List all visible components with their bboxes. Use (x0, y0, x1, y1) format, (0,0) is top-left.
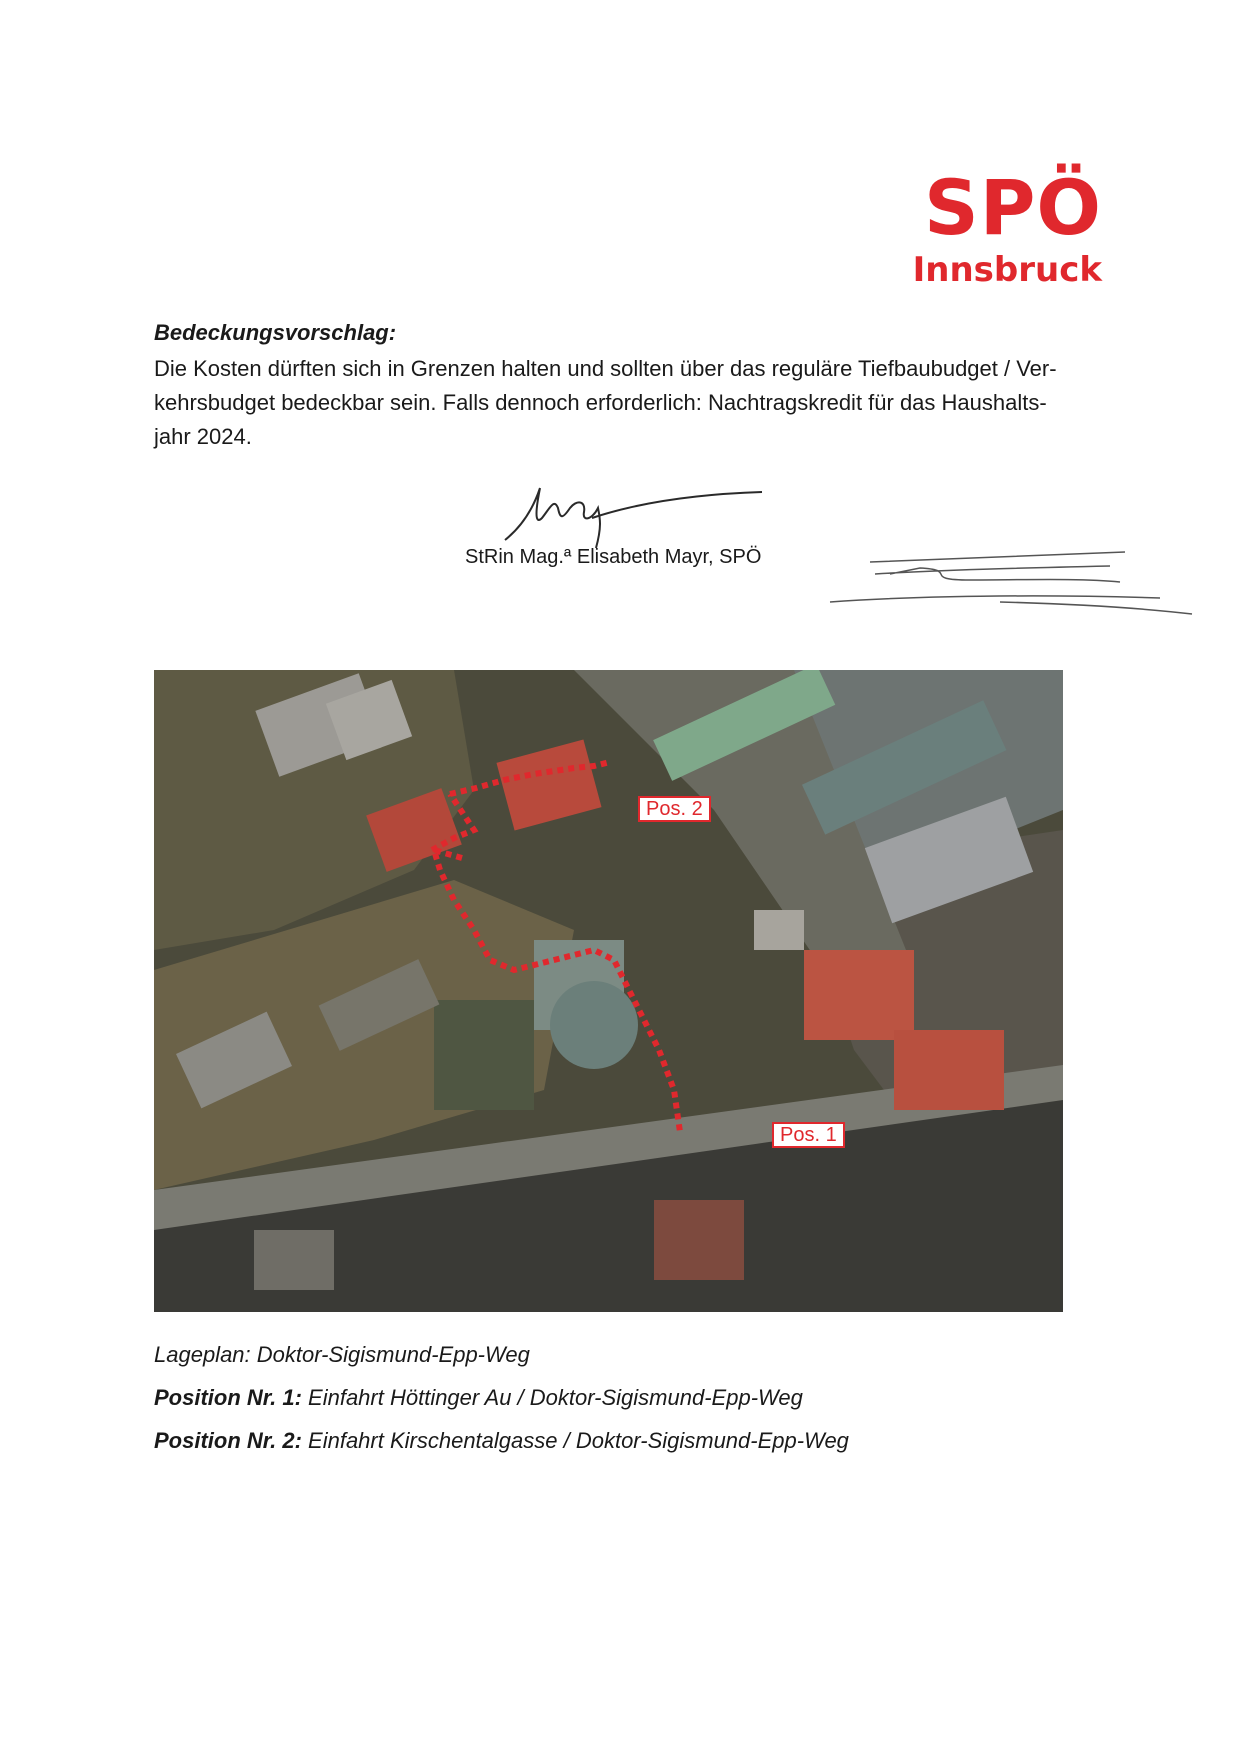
position-1-text: Einfahrt Höttinger Au / Doktor-Sigismund-Epp-Weg (301, 1385, 803, 1410)
position-1-caption (154, 1385, 803, 1411)
position-2-marker: Pos. 2 (638, 796, 711, 822)
signer-name: StRin Mag.ª Elisabeth Mayr, SPÖ (465, 546, 762, 568)
body-line: kehrsbudget bedeckbar sein. Falls dennoch erforderlich: Nachtragskredit für das Haushalts- (154, 390, 1047, 415)
second-signature (820, 540, 1200, 630)
section-heading: Bedeckungsvorschlag: (154, 320, 397, 345)
position-1-marker: Pos. 1 (772, 1122, 845, 1148)
logo-sub-text: Innsbruck (912, 250, 1102, 290)
position-1-label: Position Nr. 1: (154, 1385, 302, 1410)
body-line: Die Kosten dürften sich in Grenzen halten und sollten über das reguläre Tiefbaubudget / Ver- (154, 356, 1057, 381)
aerial-map (154, 670, 1063, 1312)
section-body (154, 352, 1104, 454)
position-2-text: Einfahrt Kirschentalgasse / Doktor-Sigismund-Epp-Weg (301, 1428, 849, 1453)
body-line: jahr 2024. (154, 424, 252, 449)
aerial-map-image (154, 670, 1063, 1312)
spoe-logo (862, 163, 1102, 298)
logo-main-text: SPÖ (923, 163, 1102, 252)
position-2-label: Position Nr. 2: (154, 1428, 302, 1453)
position-2-caption (154, 1428, 849, 1454)
map-caption: Lageplan: Doktor-Sigismund-Epp-Weg (154, 1342, 530, 1367)
